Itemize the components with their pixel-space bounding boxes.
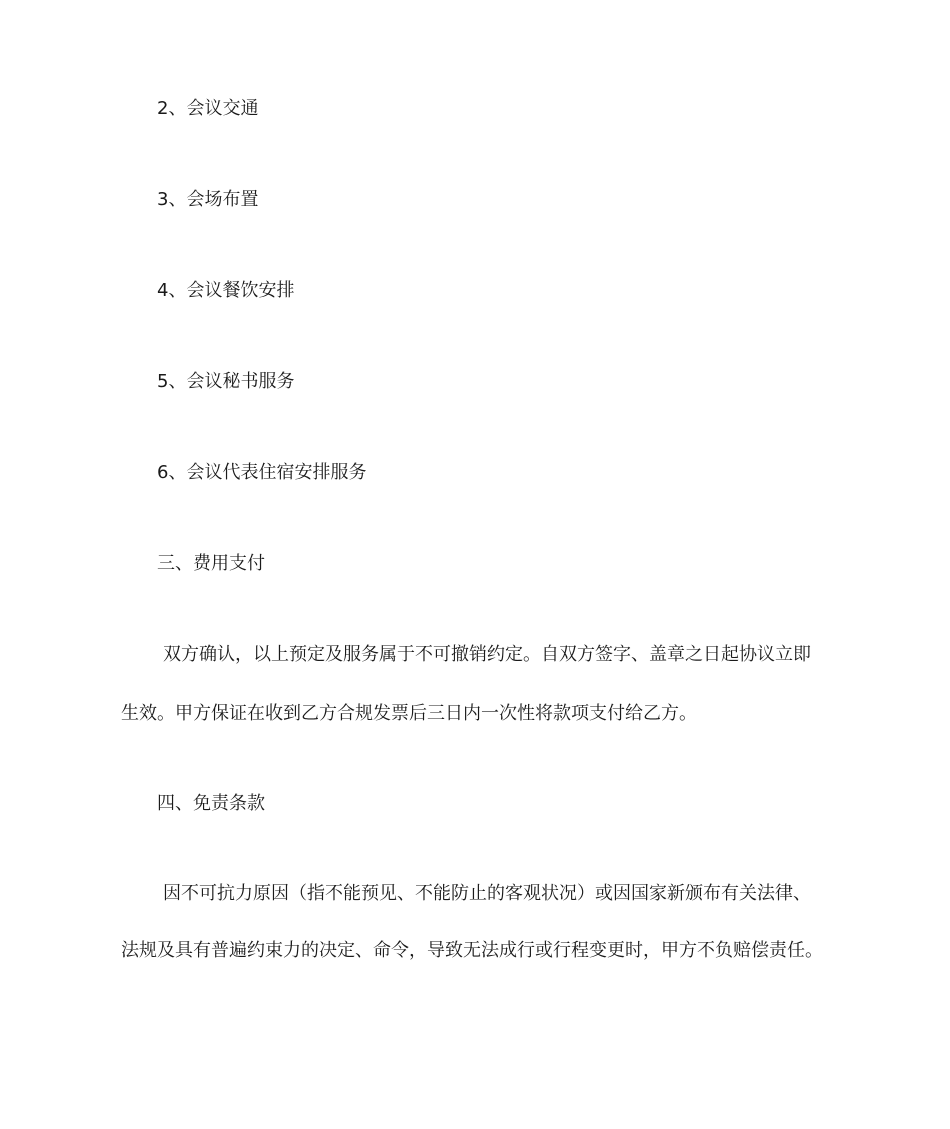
list-item-secretary-service: 5、会议秘书服务 [157,371,295,392]
list-item-venue-setup: 3、会场布置 [157,189,259,210]
list-item-meeting-transport: 2、会议交通 [157,98,259,119]
list-item-accommodation: 6、会议代表住宿安排服务 [157,462,367,483]
disclaimer-paragraph-line-2: 法规及具有普遍约束力的决定、命令，导致无法成行或行程变更时，甲方不负赔偿责任。 [121,940,823,961]
payment-paragraph-line-2: 生效。甲方保证在收到乙方合规发票后三日内一次性将款项支付给乙方。 [121,703,697,724]
payment-paragraph-line-1: 双方确认，以上预定及服务属于不可撤销约定。自双方签字、盖章之日起协议立即 [163,644,811,665]
list-item-catering: 4、会议餐饮安排 [157,280,295,301]
section-heading-disclaimer: 四、免责条款 [157,793,265,814]
disclaimer-paragraph-line-1: 因不可抗力原因（指不能预见、不能防止的客观状况）或因国家新颁布有关法律、 [163,883,811,904]
section-heading-payment: 三、费用支付 [157,553,265,574]
